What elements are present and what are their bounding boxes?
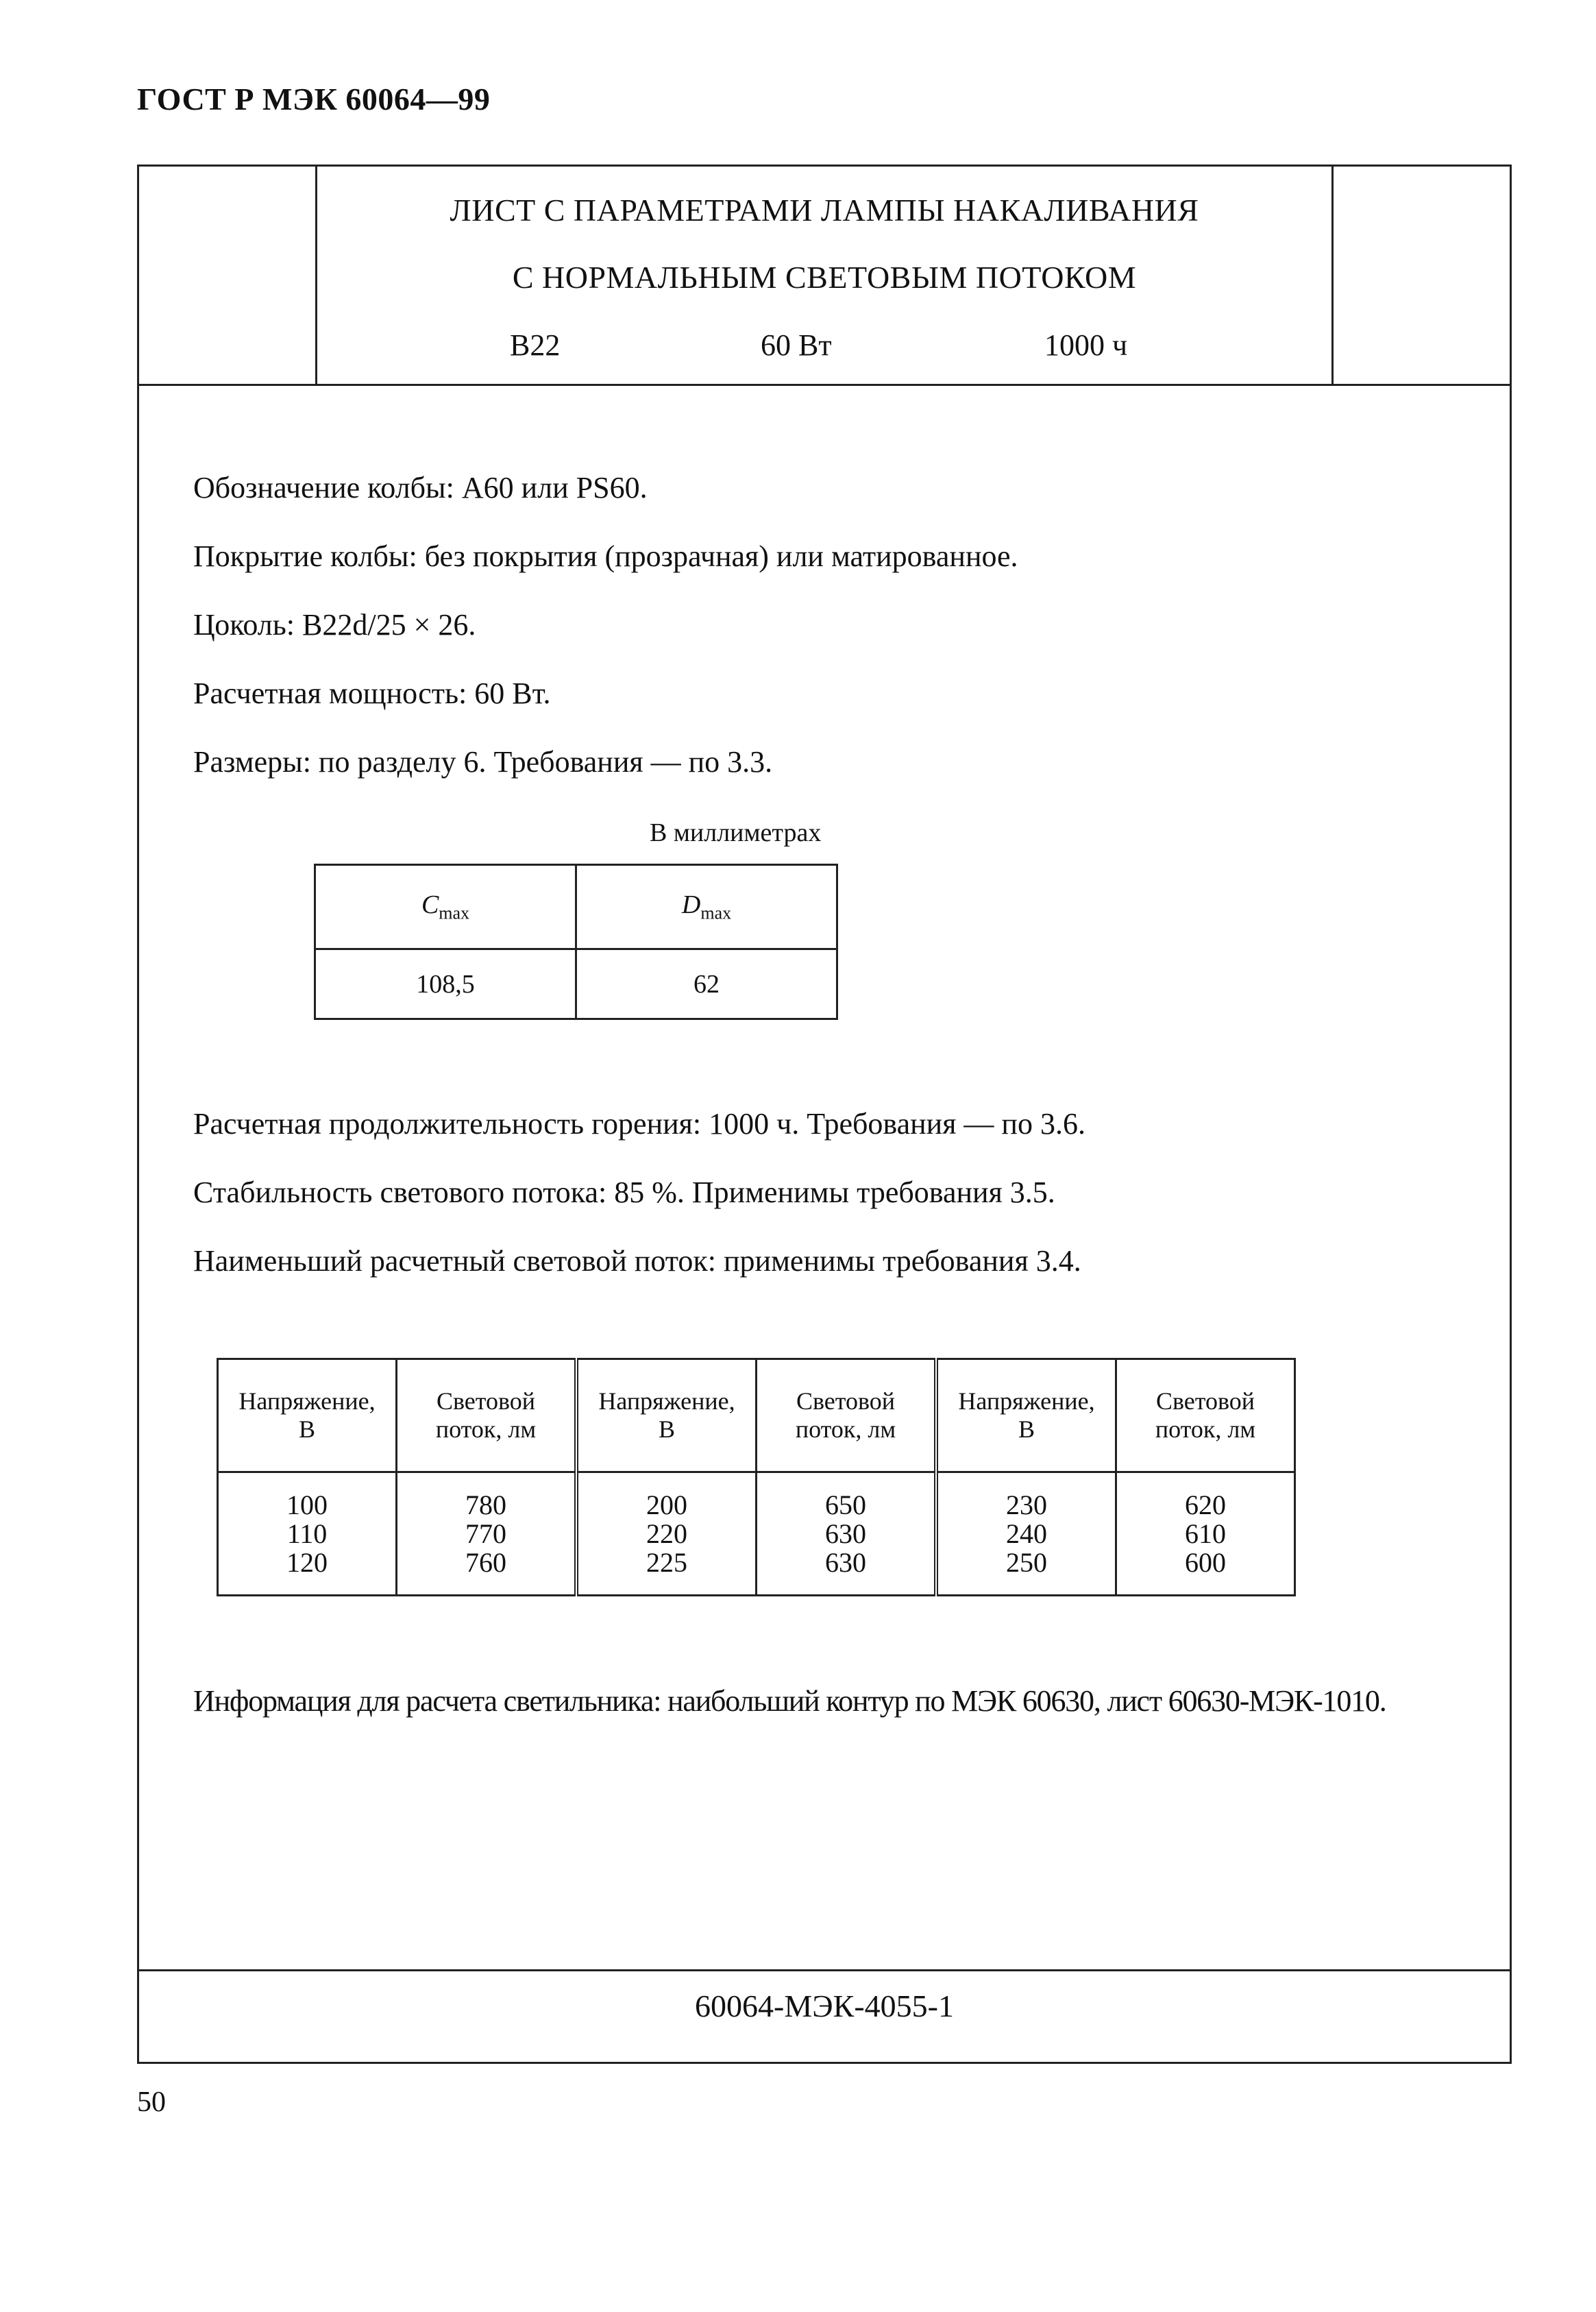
header-text: Световой <box>436 1387 536 1415</box>
flux-values-row <box>218 1472 1295 1596</box>
header-text: Напряжение, <box>598 1387 735 1415</box>
cell-value: 760 <box>465 1546 506 1578</box>
cell-value: 630 <box>825 1546 866 1578</box>
standard-header: ГОСТ Р МЭК 60064—99 <box>137 82 491 117</box>
sheet-code: 60064-МЭК-4055-1 <box>695 1988 954 2023</box>
req-min-flux: Наименьший расчетный световой поток: применимы требования 3.4. <box>193 1244 1081 1278</box>
voltage-header <box>936 1359 1116 1472</box>
cell-value: 240 <box>1006 1518 1047 1549</box>
header-unit: В <box>1018 1415 1035 1443</box>
d-subscript: max <box>700 903 732 923</box>
flux-values <box>397 1472 577 1596</box>
footer-divider <box>137 1969 1512 1971</box>
flux-header <box>757 1359 937 1472</box>
c-max-header <box>315 865 576 949</box>
cell-value: 630 <box>825 1518 866 1549</box>
cell-value: 100 <box>286 1489 328 1520</box>
page-number: 50 <box>137 2086 166 2118</box>
flux-header <box>1116 1359 1295 1472</box>
flux-values <box>757 1472 937 1596</box>
cell-value: 770 <box>465 1518 506 1549</box>
header-unit: В <box>658 1415 675 1443</box>
voltage-header <box>576 1359 757 1472</box>
voltage-header <box>218 1359 397 1472</box>
spec-dimensions: Размеры: по разделу 6. Требования — по 3.3. <box>193 745 773 779</box>
c-max-value: 108,5 <box>315 949 576 1019</box>
c-subscript: max <box>439 903 470 923</box>
header-unit: В <box>298 1415 315 1443</box>
cell-value: 600 <box>1185 1546 1226 1578</box>
dimensions-value-row <box>315 949 837 1019</box>
spec-bulb-designation: Обозначение колбы: А60 или PS60. <box>193 471 648 504</box>
rated-power: 60 Вт <box>761 328 832 362</box>
header-unit: поток, лм <box>795 1415 896 1443</box>
flux-values <box>1116 1472 1295 1596</box>
spec-bulb-finish: Покрытие колбы: без покрытия (прозрачная) или матированное. <box>193 539 1018 573</box>
cell-value: 610 <box>1185 1518 1226 1549</box>
voltage-values <box>218 1472 397 1596</box>
cap-type: B22 <box>510 328 561 362</box>
rated-life: 1000 ч <box>1044 328 1128 362</box>
cell-value: 200 <box>646 1489 687 1520</box>
d-max-header <box>576 865 837 949</box>
dimensions-header-row <box>315 865 837 949</box>
d-symbol: D <box>681 890 701 920</box>
cell-value: 250 <box>1006 1546 1047 1578</box>
sheet-title-line-2: С НОРМАЛЬНЫМ СВЕТОВЫМ ПОТОКОМ <box>512 260 1137 295</box>
luminous-flux-table <box>217 1358 1296 1596</box>
spec-cap: Цоколь: B22d/25 × 26. <box>193 608 476 642</box>
sheet-title-line-1: ЛИСТ С ПАРАМЕТРАМИ ЛАМПЫ НАКАЛИВАНИЯ <box>450 193 1199 228</box>
cell-value: 780 <box>465 1489 506 1520</box>
cell-value: 650 <box>825 1489 866 1520</box>
req-life: Расчетная продолжительность горения: 1000 ч. Требования — по 3.6. <box>193 1107 1085 1141</box>
cell-value: 220 <box>646 1518 687 1549</box>
header-text: Напряжение, <box>958 1387 1095 1415</box>
header-unit: поток, лм <box>435 1415 537 1443</box>
units-note: В миллиметрах <box>650 818 822 847</box>
flux-header-row <box>218 1359 1295 1472</box>
cell-value: 110 <box>286 1518 328 1549</box>
dimensions-table <box>314 864 838 1020</box>
header-unit: поток, лм <box>1155 1415 1256 1443</box>
header-text: Напряжение, <box>238 1387 376 1415</box>
c-symbol: C <box>421 890 439 920</box>
title-divider <box>137 384 1512 386</box>
header-text: Световой <box>1155 1387 1255 1415</box>
cell-value: 225 <box>646 1546 687 1578</box>
req-maintenance: Стабильность светового потока: 85 %. Применимы требования 3.5. <box>193 1176 1055 1209</box>
d-max-value: 62 <box>576 949 837 1019</box>
header-text: Световой <box>796 1387 896 1415</box>
cell-value: 620 <box>1185 1489 1226 1520</box>
luminaire-design-info: Информация для расчета светильника: наибольший контур по МЭК 60630, лист 60630-МЭК-1010. <box>193 1684 1386 1718</box>
voltage-values <box>576 1472 757 1596</box>
spec-wattage: Расчетная мощность: 60 Вт. <box>193 677 551 710</box>
flux-header <box>397 1359 577 1472</box>
voltage-values <box>936 1472 1116 1596</box>
cell-value: 230 <box>1006 1489 1047 1520</box>
cell-value: 120 <box>286 1546 328 1578</box>
